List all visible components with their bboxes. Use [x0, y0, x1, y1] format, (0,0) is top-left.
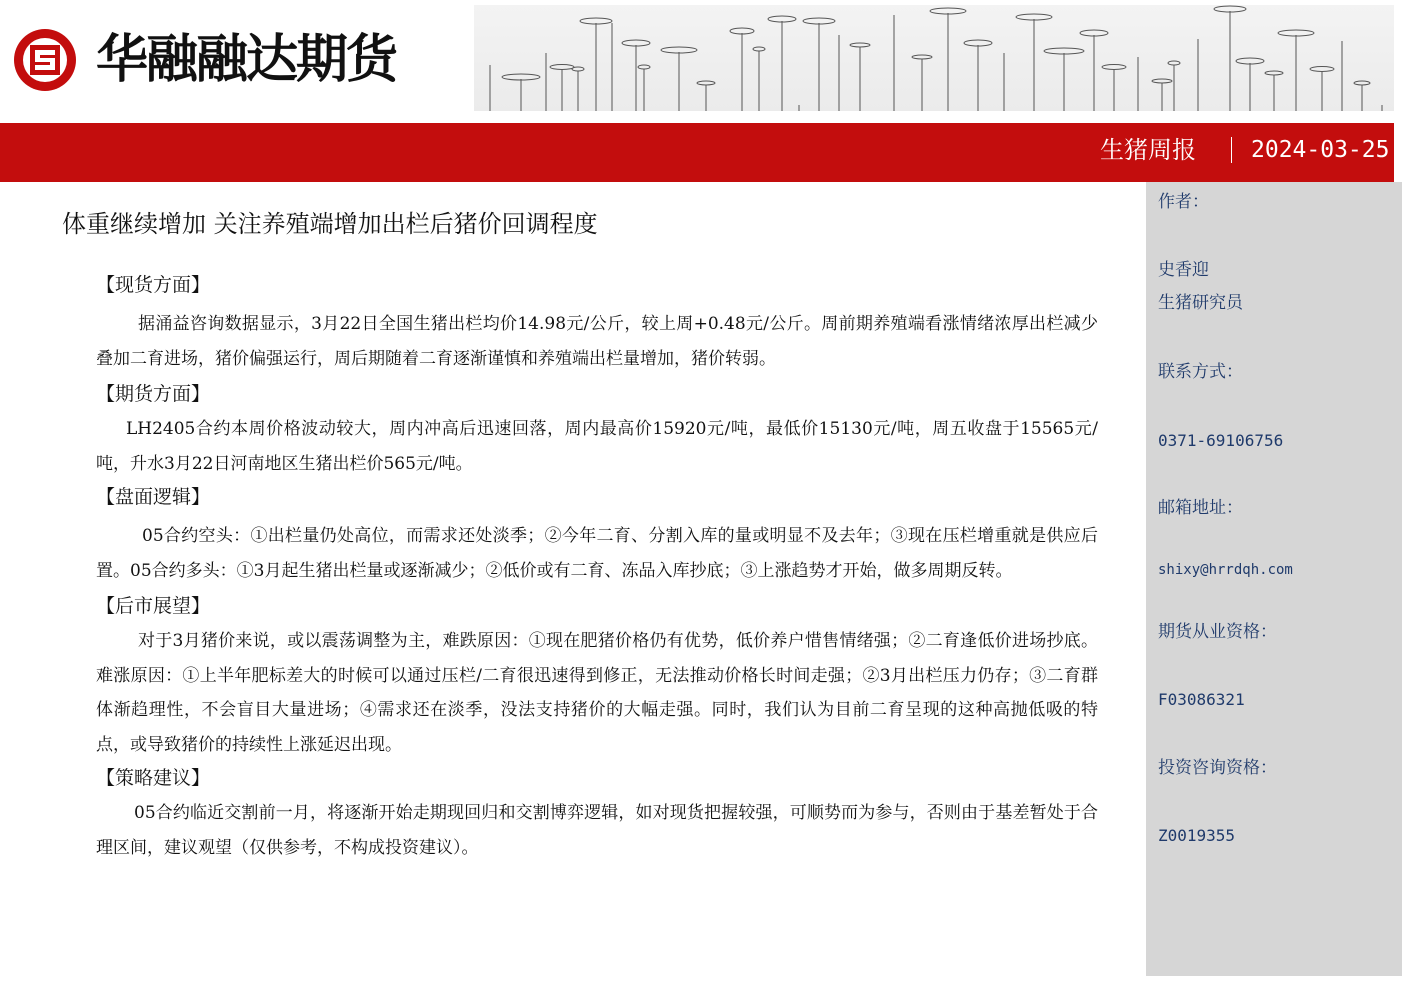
article-body [62, 205, 1102, 865]
report-type-label: 生猪周报 [1100, 136, 1196, 164]
section-heading-strategy: 【策略建议】 [96, 767, 211, 789]
header-red-band [0, 123, 1394, 182]
article-title: 体重继续增加 关注养殖端增加出栏后猪价回调程度 [62, 210, 598, 238]
header-banner-art [474, 5, 1394, 111]
email-address[interactable]: shixy@hrrdqh.com [1158, 562, 1293, 578]
advisory-cert-label: 投资咨询资格： [1158, 758, 1277, 778]
section-heading-futures: 【期货方面】 [96, 383, 211, 405]
report-date: 2024-03-25 [1251, 137, 1390, 163]
section-heading-spot: 【现货方面】 [96, 274, 211, 296]
header-divider [1231, 137, 1232, 163]
author-sidebar [1146, 182, 1402, 976]
section-heading-logic: 【盘面逻辑】 [96, 486, 211, 508]
author-label: 作者： [1158, 192, 1209, 212]
contact-label: 联系方式： [1158, 362, 1243, 382]
company-logo-icon [12, 27, 78, 93]
company-logo [12, 26, 452, 94]
contact-phone: 0371-69106756 [1158, 431, 1284, 450]
advisory-cert-number: Z0019355 [1158, 826, 1236, 845]
section-paragraph-strategy: 05合约临近交割前一月，将逐渐开始走期现回归和交割博弈逻辑，如对现货把握较强，可顺势而为参与，否则由于基差暂处于合理区间，建议观望（仅供参考，不构成投资建议）。 [96, 803, 1098, 858]
author-name: 史香迎 [1158, 260, 1209, 280]
company-name: 华融融达期货 [96, 30, 397, 90]
title-spacer [62, 239, 1102, 271]
futures-cert-number: F03086321 [1158, 690, 1245, 709]
email-label: 邮箱地址： [1158, 498, 1243, 518]
section-paragraph-outlook: 对于3月猪价来说，或以震荡调整为主，难跌原因：①现在肥猪价格仍有优势，低价养户惜售情绪强；②二育逢低价进场抄底。难涨原因：①上半年肥标差大的时候可以通过压栏/二育很迅速得到修正，无法推动价格长时间走强；②3月出栏压力仍存；③二育群体渐趋理性，不会盲目大量进场；④需求还在淡季，没法支持猪价的大幅走强。同时，我们认为目前二育呈现的这种高抛低吸的特点，或导致猪价的持续性上涨延迟出现。 [96, 631, 1098, 755]
section-paragraph-spot: 据涌益咨询数据显示，3月22日全国生猪出栏均价14.98元/公斤，较上周+0.48元/公斤。周前期养殖端看涨情绪浓厚出栏减少叠加二育进场，猪价偏强运行，周后期随着二育逐渐谨慎和养殖端出栏量增加，猪价转弱。 [96, 314, 1098, 369]
section-heading-outlook: 【后市展望】 [96, 595, 211, 617]
author-title: 生猪研究员 [1158, 293, 1243, 313]
section-paragraph-futures: LH2405合约本周价格波动较大，周内冲高后迅速回落，周内最高价15920元/吨，最低价15130元/吨，周五收盘于15565元/吨，升水3月22日河南地区生猪出栏价565元/吨。 [96, 419, 1098, 474]
futures-cert-label: 期货从业资格： [1158, 622, 1277, 642]
section-paragraph-logic: 05合约空头：①出栏量仍处高位，而需求还处淡季；②今年二育、分割入库的量或明显不及去年；③现在压栏增重就是供应后置。05合约多头：①3月起生猪出栏量或逐渐减少；②低价或有二育、冻品入库抄底；③上涨趋势才开始，做多周期反转。 [96, 526, 1098, 581]
lamp-pattern-decoration [474, 5, 1394, 111]
